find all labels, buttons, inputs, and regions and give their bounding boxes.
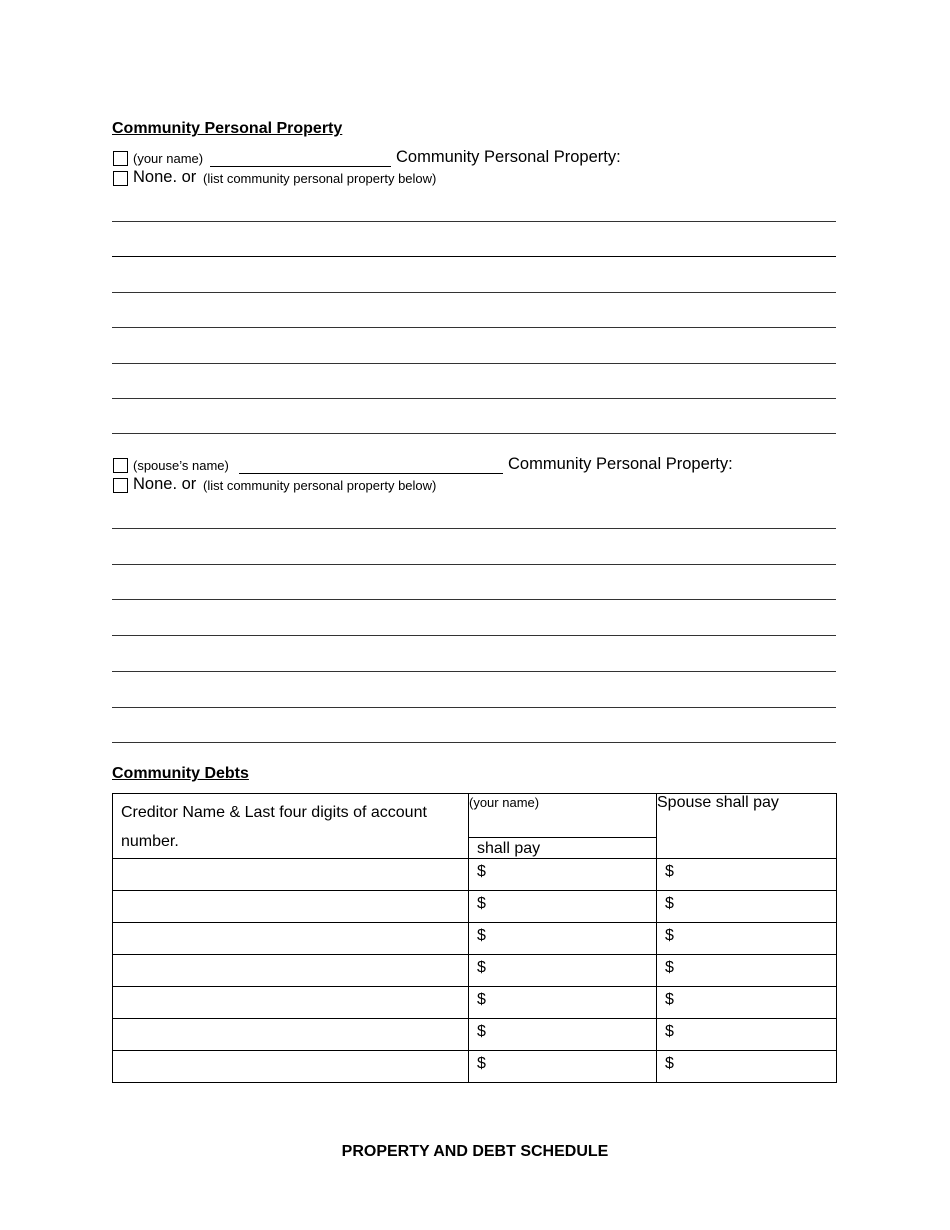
spouse-property-line[interactable]	[112, 528, 836, 529]
table-row	[113, 891, 837, 923]
your-list-note: (list community personal property below)	[203, 171, 437, 186]
table-row	[113, 987, 837, 1019]
your-property-line[interactable]	[112, 327, 836, 328]
creditor-cell[interactable]	[113, 987, 469, 1019]
your-property-line[interactable]	[112, 221, 836, 222]
spouse-list-note: (list community personal property below)	[203, 478, 437, 493]
your-name-label: (your name)	[133, 151, 204, 166]
your-amount-cell[interactable]: $	[469, 1051, 657, 1083]
spouse-amount-cell[interactable]: $	[657, 923, 837, 955]
your-name-checkbox[interactable]	[113, 151, 128, 166]
spouse-name-label: (spouse’s name)	[133, 458, 229, 473]
creditor-cell[interactable]	[113, 891, 469, 923]
table-row	[113, 1051, 837, 1083]
creditor-cell[interactable]	[113, 923, 469, 955]
creditor-cell[interactable]	[113, 1051, 469, 1083]
spouse-property-line[interactable]	[112, 599, 836, 600]
personal-property-heading: Community Personal Property	[112, 120, 343, 137]
debts-heading: Community Debts	[112, 765, 249, 782]
your-amount-cell[interactable]: $	[469, 1019, 657, 1051]
spouse-amount-cell[interactable]: $	[657, 891, 837, 923]
spouse-none-label: None. or	[133, 475, 197, 493]
debts-table	[112, 793, 837, 1083]
debts-header-row	[113, 794, 837, 859]
your-property-line[interactable]	[112, 363, 836, 364]
your-amount-cell[interactable]: $	[469, 923, 657, 955]
your-amount-cell[interactable]: $	[469, 859, 657, 891]
your-amount-cell[interactable]: $	[469, 987, 657, 1019]
spouse-amount-cell[interactable]: $	[657, 859, 837, 891]
creditor-cell[interactable]	[113, 955, 469, 987]
creditor-header: Creditor Name & Last four digits of account number.	[121, 804, 427, 850]
your-name-input[interactable]	[210, 166, 391, 167]
spouse-property-line[interactable]	[112, 742, 836, 743]
your-property-label: Community Personal Property:	[396, 148, 621, 166]
table-row	[113, 955, 837, 987]
your-property-line[interactable]	[112, 256, 836, 257]
table-row	[113, 923, 837, 955]
spouse-property-line[interactable]	[112, 635, 836, 636]
your-none-checkbox[interactable]	[113, 171, 128, 186]
your-amount-cell[interactable]: $	[469, 891, 657, 923]
spouse-none-checkbox[interactable]	[113, 478, 128, 493]
spouse-amount-cell[interactable]: $	[657, 1019, 837, 1051]
your-property-line[interactable]	[112, 433, 836, 434]
document-title: PROPERTY AND DEBT SCHEDULE	[341, 1143, 609, 1160]
your-pay-name-line[interactable]	[469, 837, 656, 838]
your-property-line[interactable]	[112, 398, 836, 399]
spouse-pay-header: Spouse shall pay	[657, 794, 837, 859]
spouse-amount-cell[interactable]: $	[657, 955, 837, 987]
your-pay-name-label: (your name)	[469, 795, 540, 810]
spouse-amount-cell[interactable]: $	[657, 987, 837, 1019]
table-row	[113, 859, 837, 891]
creditor-cell[interactable]	[113, 859, 469, 891]
your-pay-header-cell	[469, 794, 657, 859]
spouse-property-line[interactable]	[112, 707, 836, 708]
spouse-name-input[interactable]	[239, 473, 503, 474]
table-row	[113, 1019, 837, 1051]
spouse-name-checkbox[interactable]	[113, 458, 128, 473]
creditor-cell[interactable]	[113, 1019, 469, 1051]
spouse-amount-cell[interactable]: $	[657, 1051, 837, 1083]
spouse-property-line[interactable]	[112, 564, 836, 565]
your-none-label: None. or	[133, 168, 197, 186]
your-property-line[interactable]	[112, 292, 836, 293]
creditor-header-cell	[113, 794, 469, 859]
spouse-property-label: Community Personal Property:	[508, 455, 733, 473]
your-amount-cell[interactable]: $	[469, 955, 657, 987]
your-shall-pay-label: shall pay	[477, 840, 541, 857]
spouse-property-line[interactable]	[112, 671, 836, 672]
